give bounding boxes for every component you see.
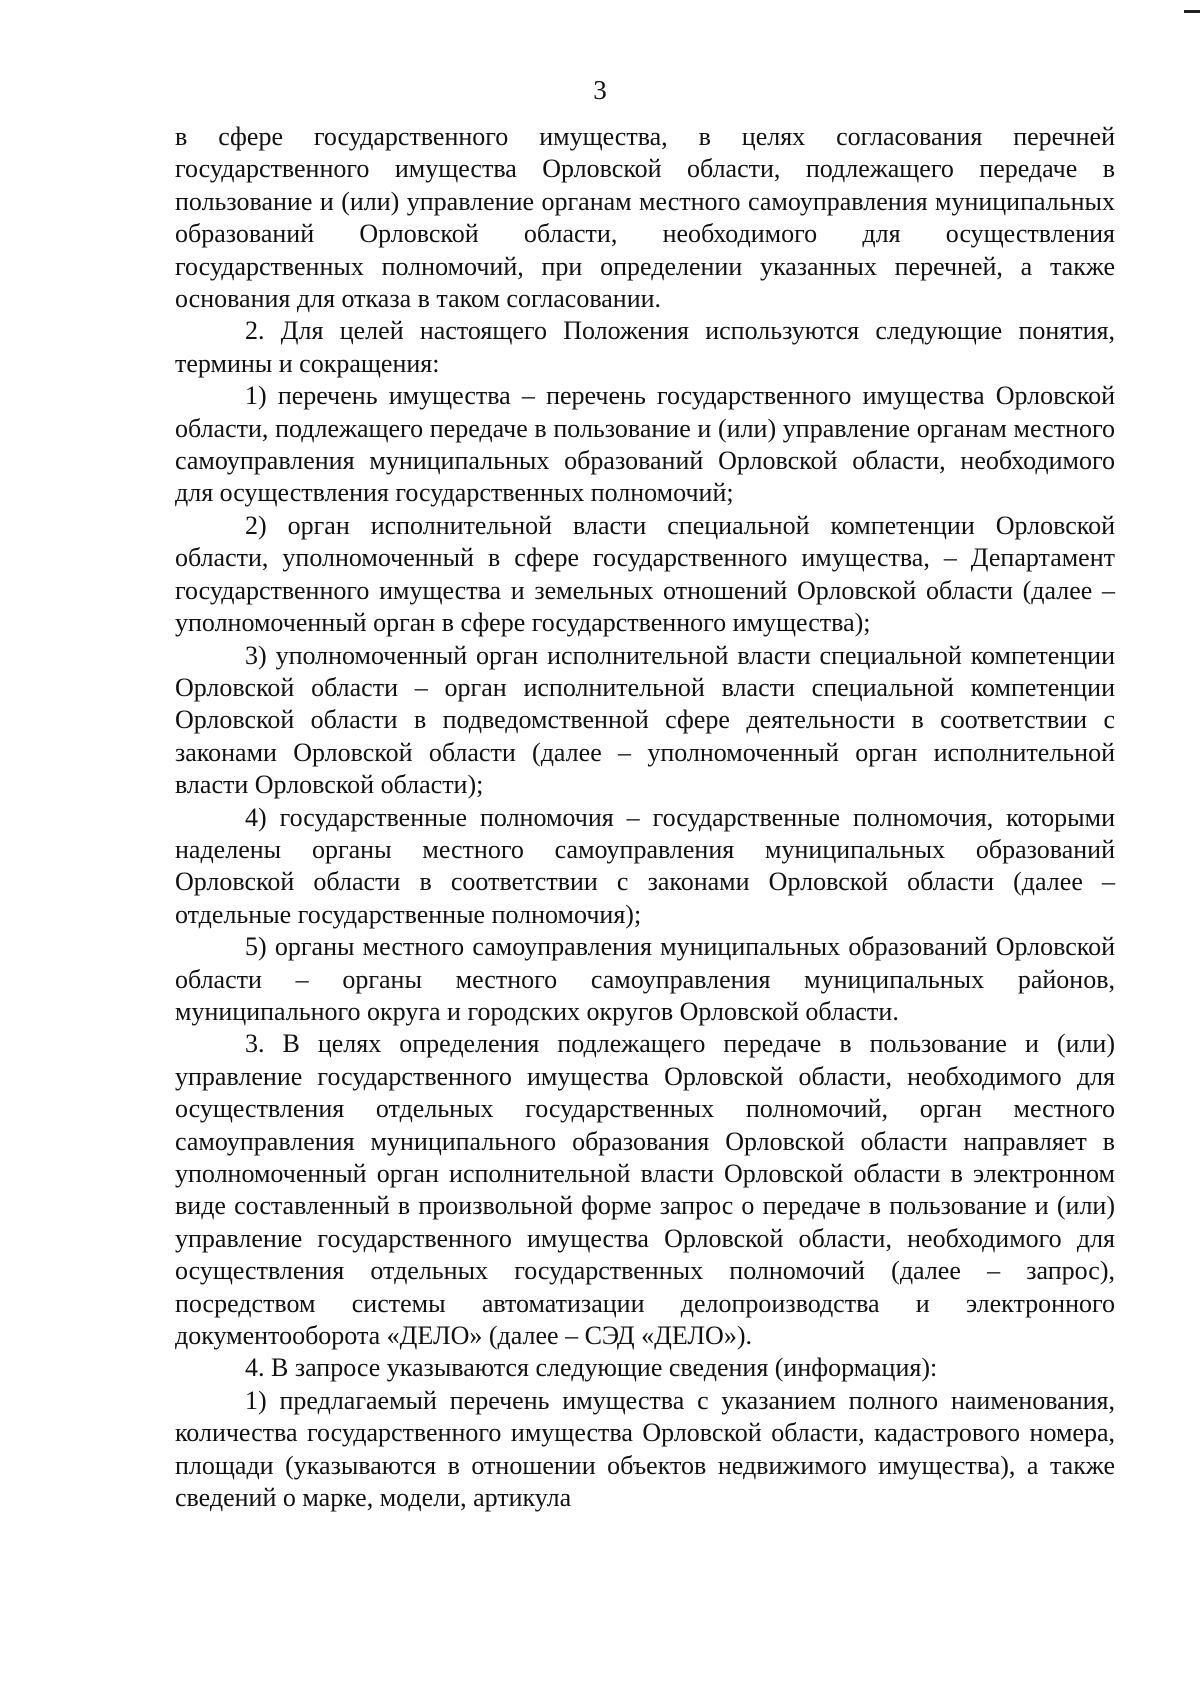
document-body	[175, 121, 1115, 1514]
paragraph-4-item-1: 1) предлагаемый перечень имущества с указанием полного наименования, количества государственного имущества Орловской области, кадастрового номера, площади (указываются в отношении объектов недвижимого имущества), а также сведений о марке, модели, артикула	[175, 1385, 1115, 1513]
paragraph-2-item-5: 5) органы местного самоуправления муниципальных образований Орловской области – органы местного самоуправления муниципальных районов, муниципального округа и городских округов Орловской области.	[175, 932, 1115, 1026]
paragraph-2-item-2: 2) орган исполнительной власти специальной компетенции Орловской области, уполномоченный в сфере государственного имущества, – Департамент государственного имущества и земельных отношений Орловской области (далее – уполномоченный орган в сфере государственного имущества);	[175, 510, 1115, 638]
paragraph-4-request-contents: 4. В запросе указываются следующие сведения (информация):	[245, 1353, 938, 1383]
paragraph-3-request: 3. В целях определения подлежащего передаче в пользование и (или) управление государственного имущества Орловской области, необходимого для осуществления отдельных государственных полномочий, орган местного самоуправления муниципального образования Орловской области направляет в уполномоченный орган исполнительной власти Орловской области в электронном виде составленный в произвольной форме запрос о передаче в пользование и (или) управление государственного имущества Орловской области, необходимого для осуществления отдельных государственных полномочий (далее – запрос), посредством системы автоматизации делопроизводства и электронного документооборота «ДЕЛО» (далее – СЭД «ДЕЛО»).	[175, 1029, 1115, 1351]
paragraph-scope-continuation: в сфере государственного имущества, в целях согласования перечней государственного имущества Орловской области, подлежащего передаче в пользование и (или) управление органам местного самоуправления муниципальных образований Орловской области, необходимого для осуществления государственных полномочий, при определении указанных перечней, а также основания для отказа в таком согласовании.	[175, 122, 1115, 314]
paragraph-2-item-1: 1) перечень имущества – перечень государственного имущества Орловской области, подлежащего передаче в пользование и (или) управление органам местного самоуправления муниципальных образований Орловской области, необходимого для осуществления государственных полномочий;	[175, 381, 1115, 508]
paragraph-2-item-4: 4) государственные полномочия – государственные полномочия, которыми наделены органы местного самоуправления муниципальных образований Орловской области в соответствии с законами Орловской области (далее – отдельные государственные полномочия);	[175, 802, 1115, 929]
scan-edge-mark	[1184, 10, 1200, 13]
paragraph-2-item-3: 3) уполномоченный орган исполнительной власти специальной компетенции Орловской области – орган исполнительной власти специальной компетенции Орловской области в подведомственной сфере деятельности в соответствии с законами Орловской области (далее – уполномоченный орган исполнительной власти Орловской области);	[175, 640, 1115, 800]
paragraph-2-definitions: 2. Для целей настоящего Положения используются следующие понятия, термины и сокращения:	[175, 316, 1115, 378]
page-number: 3	[593, 75, 607, 105]
